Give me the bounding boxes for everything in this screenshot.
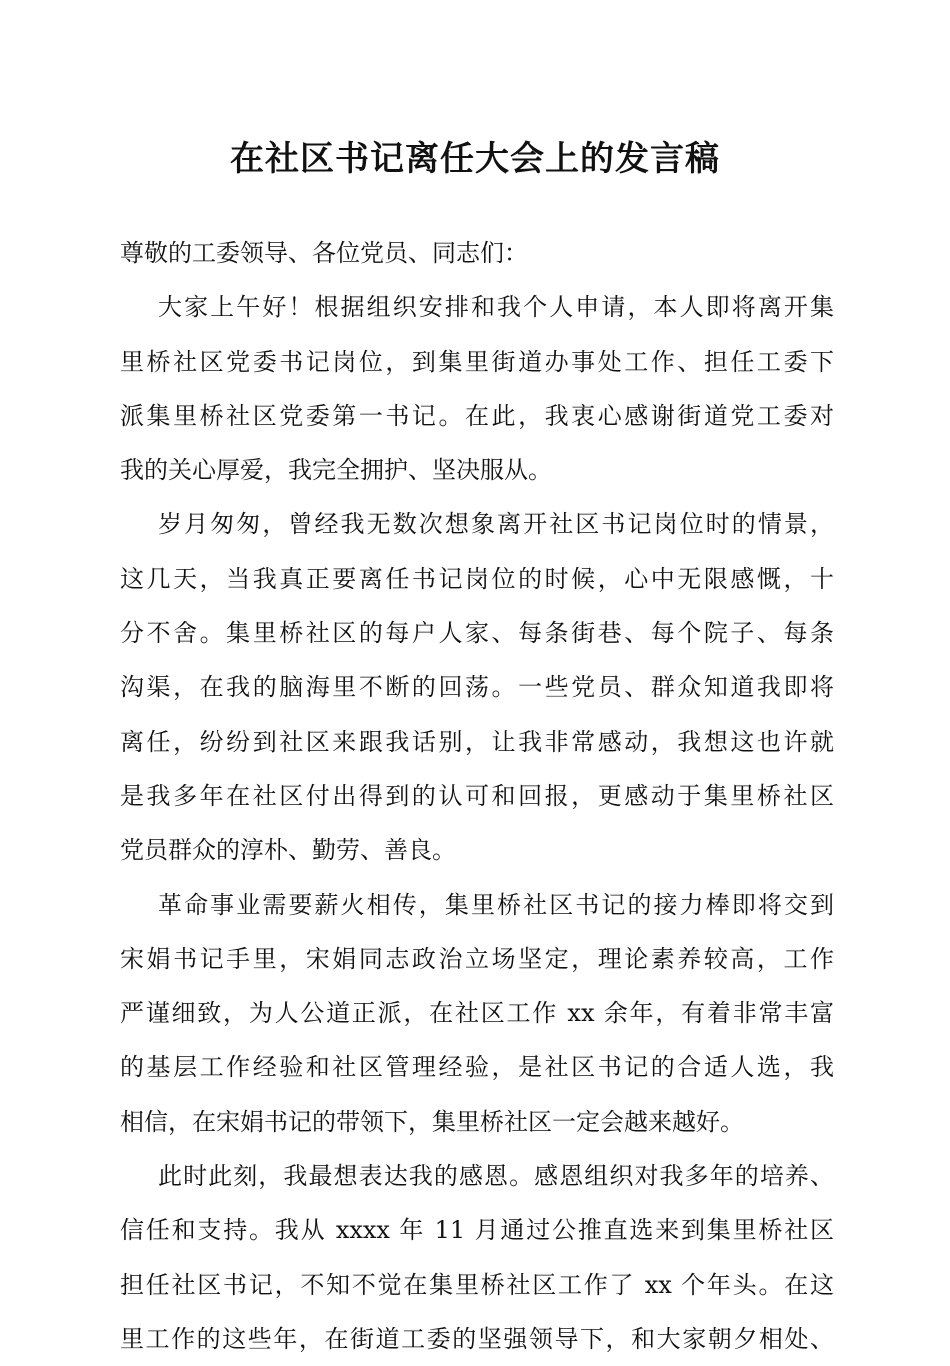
- paragraph-3-line-4: 的基层工作经验和社区管理经验，是社区书记的合适人选，我: [120, 1053, 834, 1082]
- paragraph-2-line-2: 这几天，当我真正要离任书记岗位的时候，心中无限感慨，十: [120, 564, 834, 593]
- paragraph-3-line-1: 革命事业需要薪火相传，集里桥社区书记的接力棒即将交到: [158, 890, 834, 919]
- paragraph-1-line-4: 我的关心厚爱，我完全拥护、坚决服从。: [120, 456, 552, 485]
- paragraph-3-line-5: 相信，在宋娟书记的带领下，集里桥社区一定会越来越好。: [120, 1107, 744, 1136]
- document-title: 在社区书记离任大会上的发言稿: [230, 139, 720, 179]
- paragraph-4-line-4: 里工作的这些年，在街道工委的坚强领导下，和大家朝夕相处、: [120, 1324, 834, 1353]
- paragraph-2-line-6: 是我多年在社区付出得到的认可和回报，更感动于集里桥社区: [120, 781, 834, 810]
- salutation-line: 尊敬的工委领导、各位党员、同志们：: [120, 239, 528, 267]
- paragraph-4-line-2: 信任和支持。我从 xxxx 年 11 月通过公推直选来到集里桥社区: [120, 1216, 834, 1245]
- paragraph-2-line-4: 沟渠，在我的脑海里不断的回荡。一些党员、群众知道我即将: [120, 673, 834, 702]
- paragraph-2-line-3: 分不舍。集里桥社区的每户人家、每条街巷、每个院子、每条: [120, 619, 834, 648]
- paragraph-2-line-7: 党员群众的淳朴、勤劳、善良。: [120, 836, 456, 865]
- document-body: [120, 226, 834, 1366]
- paragraph-2-line-1: 岁月匆匆，曾经我无数次想象离开社区书记岗位时的情景，: [158, 510, 834, 539]
- paragraph-1-line-1: 大家上午好！根据组织安排和我个人申请，本人即将离开集: [158, 293, 834, 322]
- paragraph-1-line-3: 派集里桥社区党委第一书记。在此，我衷心感谢街道党工委对: [120, 401, 834, 430]
- paragraph-4-line-1: 此时此刻，我最想表达我的感恩。感恩组织对我多年的培养、: [158, 1162, 834, 1191]
- paragraph-3-line-3: 严谨细致，为人公道正派，在社区工作 xx 余年，有着非常丰富: [120, 999, 834, 1028]
- paragraph-3-line-2: 宋娟书记手里，宋娟同志政治立场坚定，理论素养较高，工作: [120, 944, 834, 973]
- paragraph-4-line-3: 担任社区书记，不知不觉在集里桥社区工作了 xx 个年头。在这: [120, 1270, 834, 1299]
- paragraph-2-line-5: 离任，纷纷到社区来跟我话别，让我非常感动，我想这也许就: [120, 727, 834, 756]
- paragraph-1-line-2: 里桥社区党委书记岗位，到集里街道办事处工作、担任工委下: [120, 347, 834, 376]
